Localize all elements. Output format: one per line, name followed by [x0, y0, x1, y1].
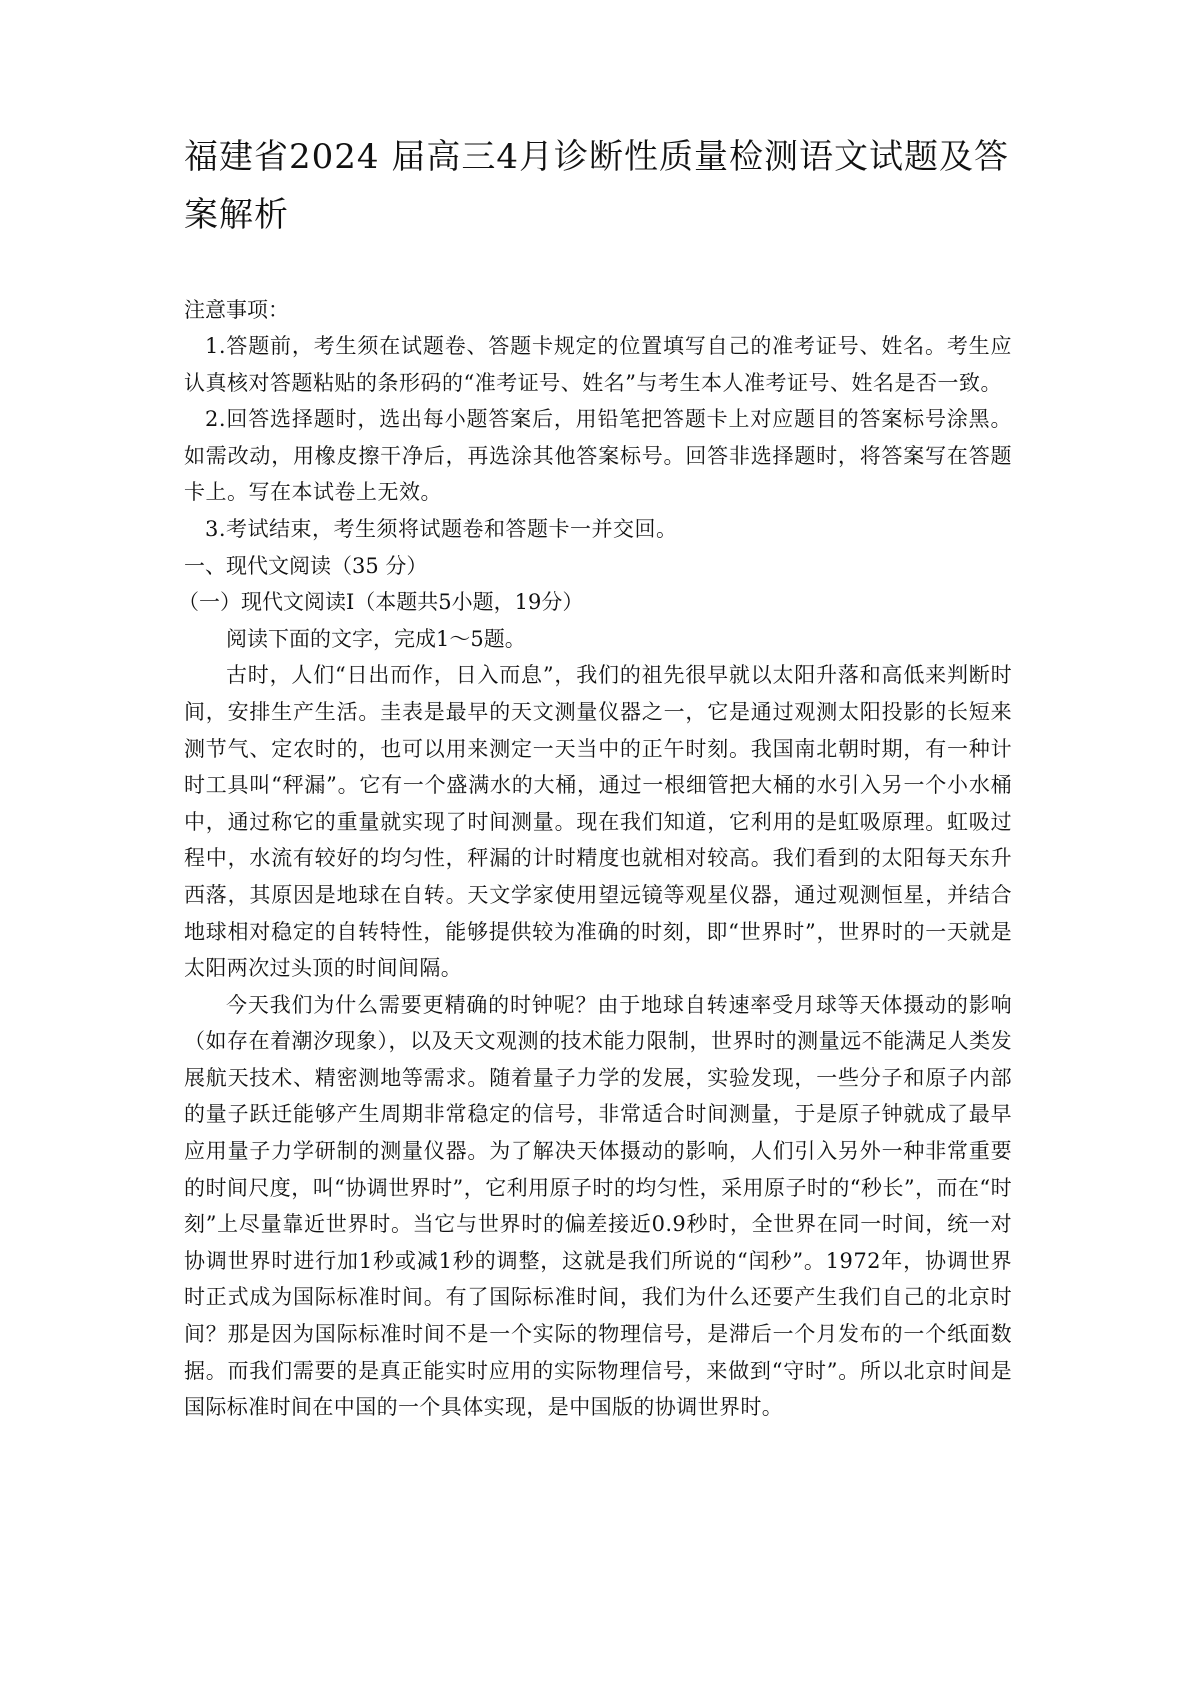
document-page — [178, 128, 1012, 1426]
notice-item-2: 2.回答选择题时，选出每小题答案后，用铅笔把答题卡上对应题目的答案标号涂黑。如需改动，用橡皮擦干净后，再选涂其他答案标号。回答非选择题时，将答案写在答题卡上。写在本试卷上无效。 — [184, 407, 1012, 505]
notice-item-3: 3.考试结束，考生须将试题卷和答题卡一并交回。 — [205, 516, 678, 541]
section-title: 一、现代文阅读（35 分） — [184, 553, 428, 578]
notice-block — [184, 292, 1012, 548]
document-title: 福建省2024 届高三4月诊断性质量检测语文试题及答案解析 — [184, 137, 1009, 235]
subsection-title: （一）现代文阅读Ⅰ（本题共5小题，19分） — [178, 590, 584, 615]
notice-heading: 注意事项： — [184, 298, 289, 322]
notice-item-1: 1.答题前，考生须在试题卷、答题卡规定的位置填写自己的准考证号、姓名。考生应认真核对答题粘贴的条形码的“准考证号、姓名”与考生本人准考证号、姓名是否一致。 — [184, 334, 1012, 395]
reading-instruction: 阅读下面的文字，完成1～5题。 — [226, 626, 526, 651]
passage-paragraph-1: 古时，人们“日出而作，日入而息”，我们的祖先很早就以太阳升落和高低来判断时间，安排生产生活。圭表是最早的天文测量仪器之一，它是通过观测太阳投影的长短来测节气、定农时的，也可以用来测定一天当中的正午时刻。我国南北朝时期，有一种计时工具叫“秤漏”。它有一个盛满水的大桶，通过一根细管把大桶的水引入另一个小水桶中，通过称它的重量就实现了时间测量。现在我们知道，它利用的是虹吸原理。虹吸过程中，水流有较好的均匀性，秤漏的计时精度也就相对较高。我们看到的太阳每天东升西落，其原因是地球在自转。天文学家使用望远镜等观星仪器，通过观测恒星，并结合地球相对稳定的自转特性，能够提供较为准确的时刻，即“世界时”，世界时的一天就是太阳两次过头顶的时间间隔。 — [184, 663, 1012, 981]
passage-paragraph-2: 今天我们为什么需要更精确的时钟呢？由于地球自转速率受月球等天体摄动的影响（如存在着潮汐现象），以及天文观测的技术能力限制，世界时的测量远不能满足人类发展航天技术、精密测地等需求。随着量子力学的发展，实验发现，一些分子和原子内部的量子跃迁能够产生周期非常稳定的信号，非常适合时间测量，于是原子钟就成了最早应用量子力学研制的测量仪器。为了解决天体摄动的影响，人们引入另外一种非常重要的时间尺度，叫“协调世界时”，它利用原子时的均匀性，采用原子时的“秒长”，而在“时刻”上尽量靠近世界时。当它与世界时的偏差接近0.9秒时，全世界在同一时间，统一对协调世界时进行加1秒或减1秒的调整，这就是我们所说的“闰秒”。1972年，协调世界时正式成为国际标准时间。有了国际标准时间，我们为什么还要产生我们自己的北京时间？那是因为国际标准时间不是一个实际的物理信号，是滞后一个月发布的一个纸面数据。而我们需要的是真正能实时应用的实际物理信号，来做到“守时”。所以北京时间是国际标准时间在中国的一个具体实现，是中国版的协调世界时。 — [184, 992, 1012, 1420]
